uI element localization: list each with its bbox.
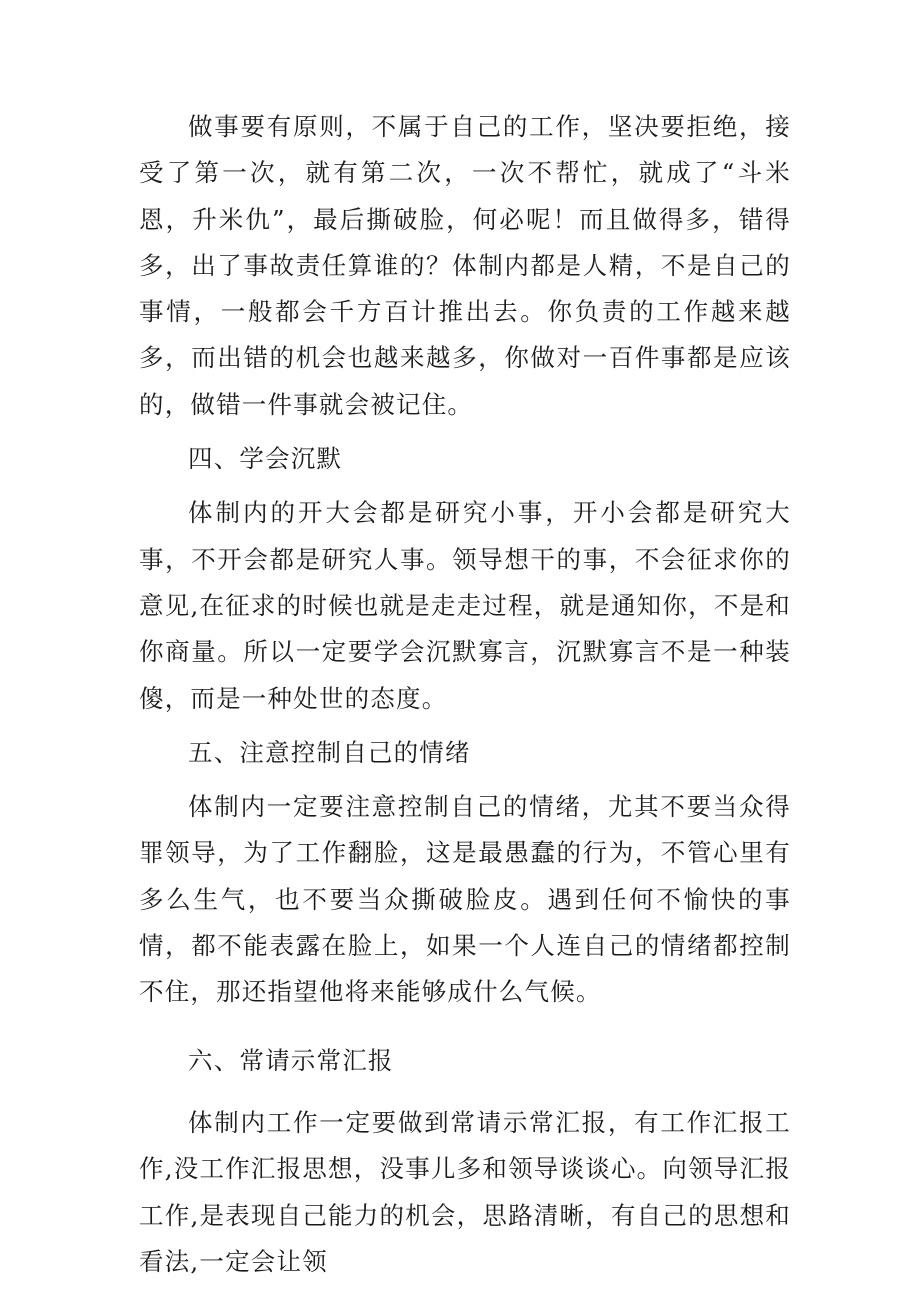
body-paragraph-silence: 体制内的开大会都是研究小事，开小会都是研究大事，不开会都是研究人事。领导想干的事，不会征求你的意见,在征求的时候也就是走走过程，就是通知你，不是和你商量。所以一定要学会沉默寡言，沉默寡言不是一种装傻，而是一种处世的态度。 — [139, 498, 791, 713]
body-paragraph-reporting: 体制内工作一定要做到常请示常汇报，有工作汇报工作,没工作汇报思想，没事儿多和领导谈谈心。向领导汇报工作,是表现自己能力的机会，思路清晰，有自己的思想和看法,一定会让领 — [139, 1107, 791, 1276]
document-body — [139, 104, 791, 1285]
section-heading-4: 四、学会沉默 — [188, 444, 343, 474]
section-heading-6: 六、常请示常汇报 — [188, 1045, 394, 1075]
body-paragraph-principles: 做事要有原则，不属于自己的工作，坚决要拒绝，接受了第一次，就有第二次，一次不帮忙，就成了“斗米恩，升米仇”，最后撕破脸，何必呢！而且做得多，错得多，出了事故责任算谁的？体制内都是人精，不是自己的事情，一般都会千方百计推出去。你负责的工作越来越多，而出错的机会也越来越多，你做对一百件事都是应该的，做错一件事就会被记住。 — [139, 112, 791, 419]
section-heading-5: 五、注意控制自己的情绪 — [188, 737, 471, 767]
body-paragraph-emotions: 体制内一定要注意控制自己的情绪，尤其不要当众得罪领导，为了工作翻脸，这是最愚蠢的行为，不管心里有多么生气，也不要当众撕破脸皮。遇到任何不愉快的事情，都不能表露在脸上，如果一个人连自己的情绪都控制不住，那还指望他将来能够成什么气候。 — [139, 792, 791, 1007]
